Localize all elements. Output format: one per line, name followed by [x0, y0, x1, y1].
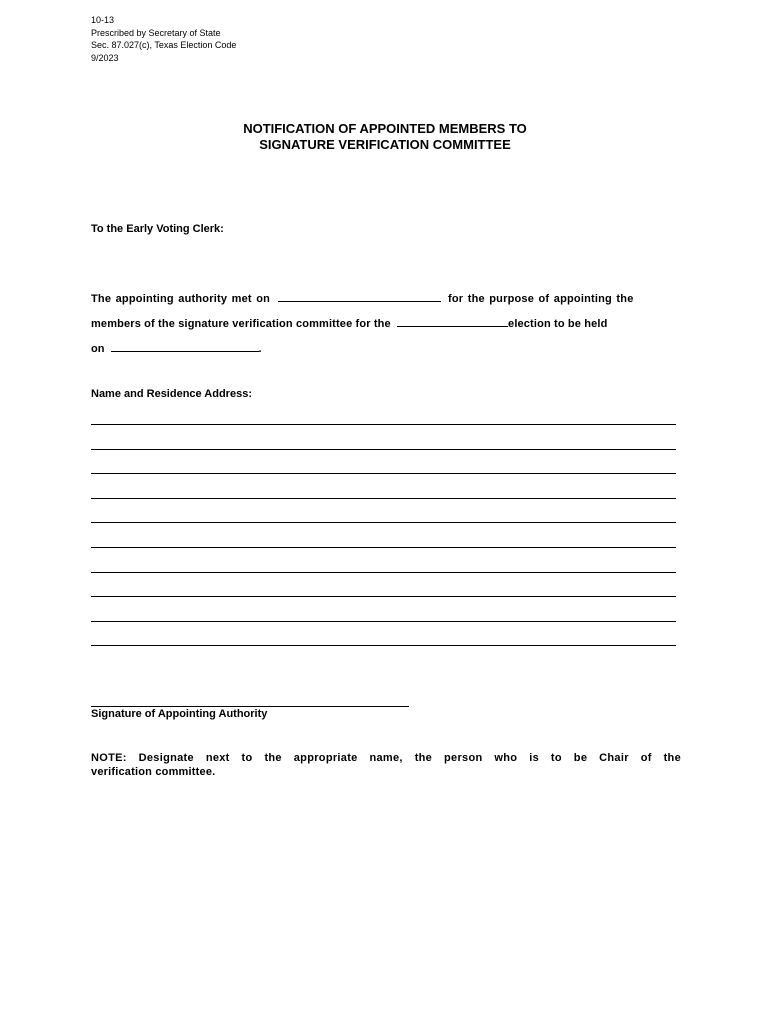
- form-number: 10-13: [91, 15, 115, 25]
- note-line-2: verification committee.: [91, 766, 216, 778]
- salutation: To the Early Voting Clerk:: [91, 223, 224, 235]
- form-title: [0, 121, 770, 153]
- address-line[interactable]: [91, 547, 676, 548]
- paragraph-line-1: [91, 290, 681, 305]
- address-line[interactable]: [91, 498, 676, 499]
- address-line[interactable]: [91, 522, 676, 523]
- address-line[interactable]: [91, 572, 676, 573]
- election-name-blank[interactable]: [397, 315, 508, 327]
- committee-text: members of the signature verification committee for the: [91, 318, 391, 330]
- paragraph-line-2: [91, 315, 681, 330]
- address-lines: [91, 424, 676, 670]
- paragraph-line-3: [91, 340, 681, 355]
- period-text: .: [258, 343, 262, 355]
- election-date-blank[interactable]: [111, 340, 259, 352]
- code-reference: Sec. 87.027(c), Texas Election Code: [91, 40, 237, 50]
- prescribed-by: Prescribed by Secretary of State: [91, 27, 221, 38]
- note-line-1: NOTE: Designate next to the appropriate name, the person who is to be Chair of the: [91, 752, 681, 764]
- address-line[interactable]: [91, 449, 676, 450]
- title-line-1: NOTIFICATION OF APPOINTED MEMBERS TO: [243, 121, 527, 136]
- title-line-2: SIGNATURE VERIFICATION COMMITTEE: [259, 137, 511, 152]
- name-address-label: Name and Residence Address:: [91, 388, 252, 400]
- meeting-date-blank[interactable]: [278, 290, 441, 302]
- address-line[interactable]: [91, 596, 676, 597]
- signature-line[interactable]: [91, 706, 409, 707]
- meeting-text-before: The appointing authority met on: [91, 293, 271, 305]
- address-line[interactable]: [91, 473, 676, 474]
- address-line[interactable]: [91, 621, 676, 622]
- on-text: on: [91, 343, 105, 355]
- note: [91, 751, 681, 779]
- meeting-text-after: for the purpose of appointing the: [447, 293, 634, 305]
- election-held-text: election to be held: [508, 318, 608, 330]
- form-date: 9/2023: [91, 52, 119, 63]
- signature-label: Signature of Appointing Authority: [91, 708, 268, 720]
- address-line[interactable]: [91, 645, 676, 646]
- form-header-meta: [91, 14, 236, 64]
- address-line[interactable]: [91, 424, 676, 425]
